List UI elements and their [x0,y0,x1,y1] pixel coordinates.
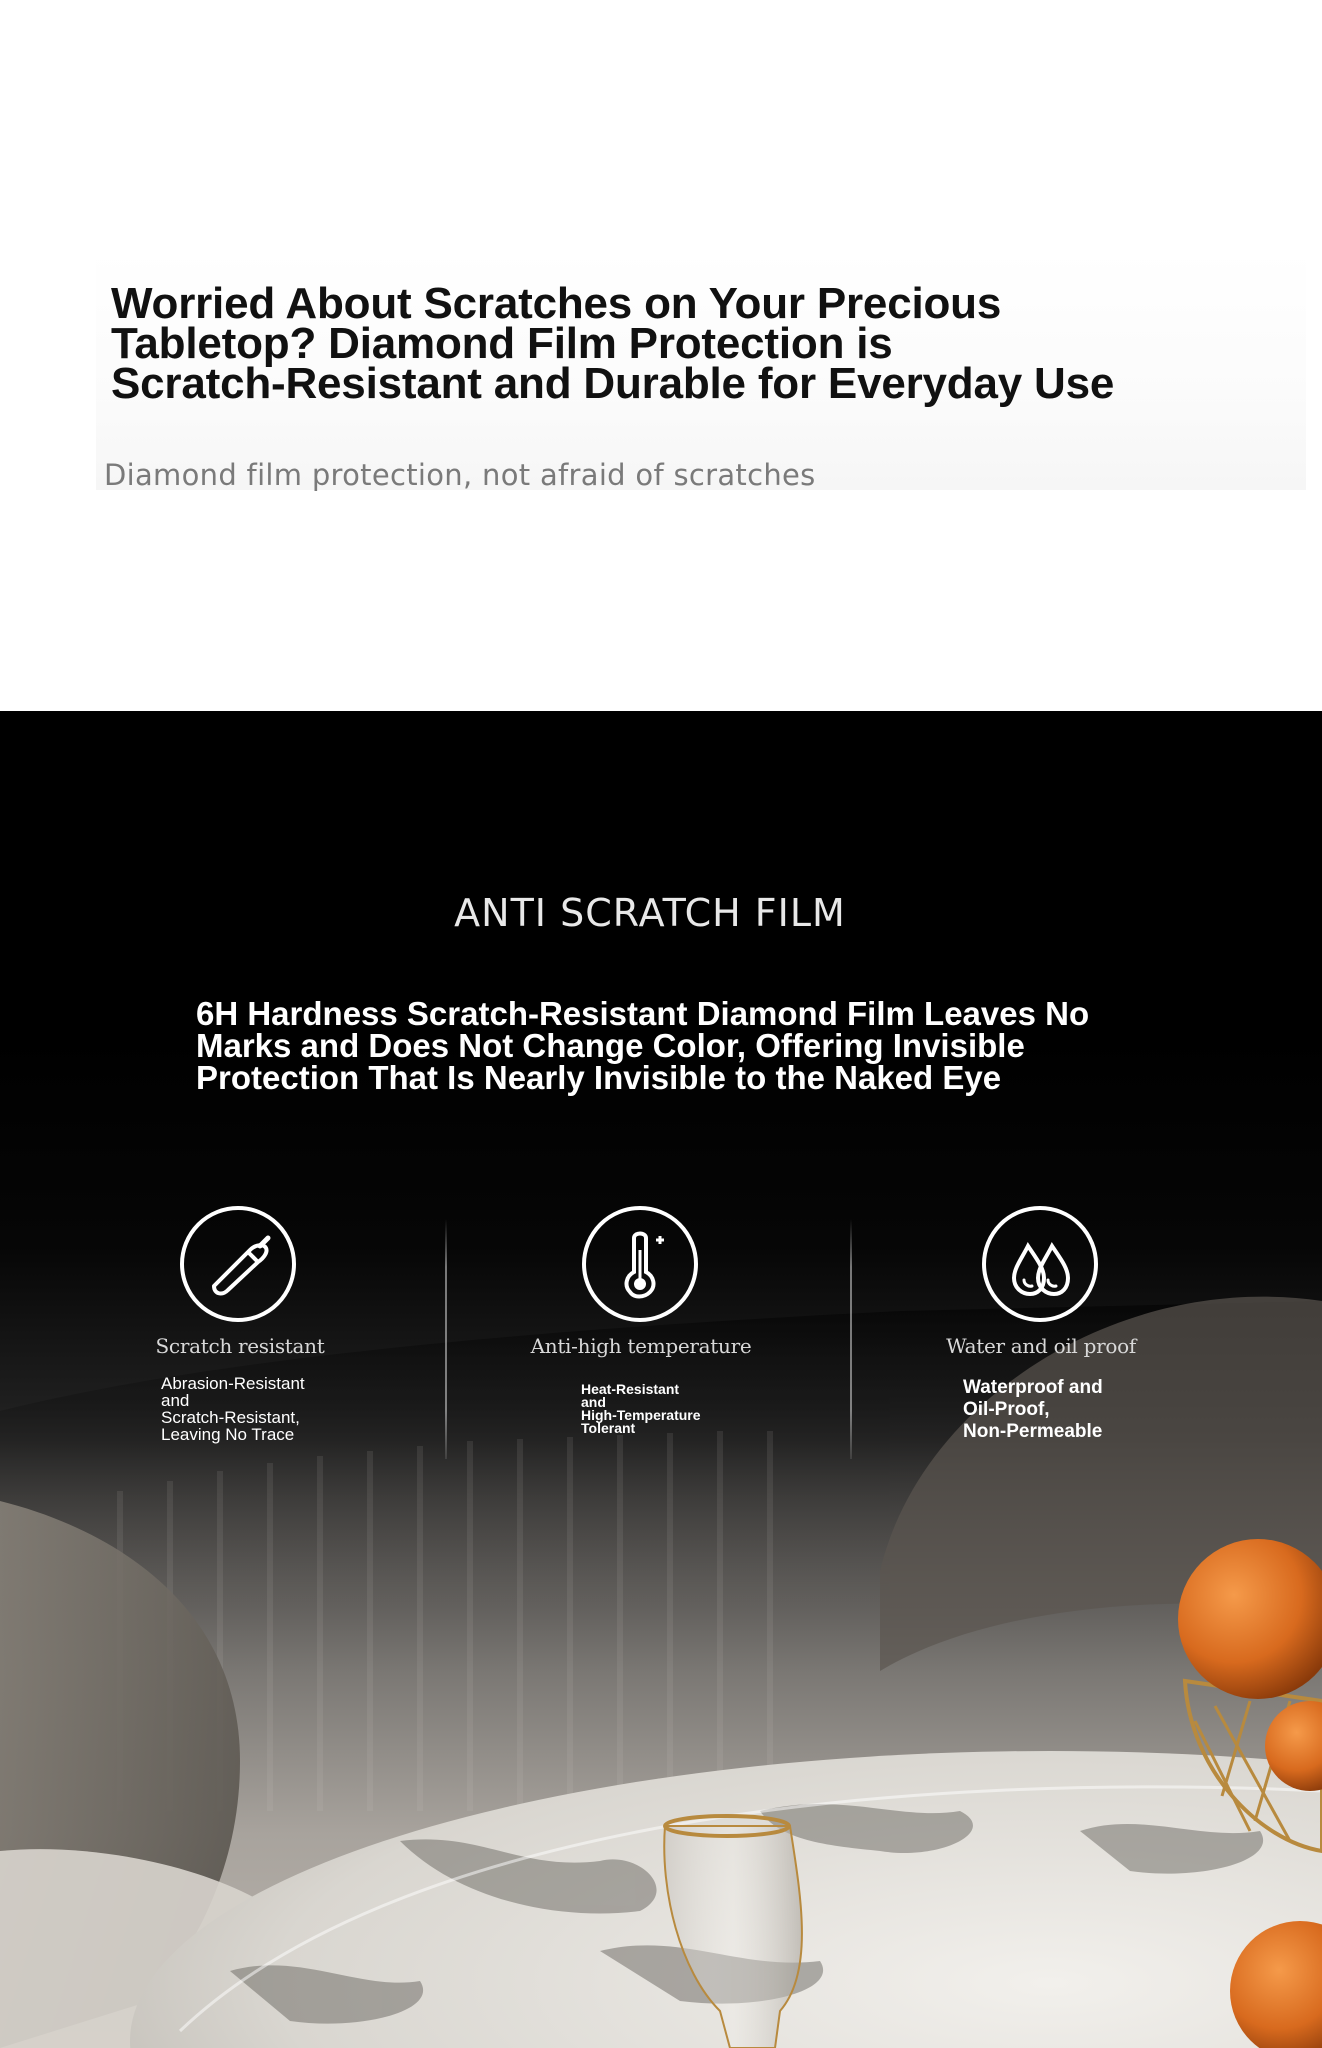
feature-title: Anti-high temperature [530,1334,752,1358]
top-heading: Worried About Scratches on Your Precious Tabletop? Diamond Film Protection is Scratch-Resistant and Durable for Everyday Use [111,279,1115,408]
feature-divider [445,1219,447,1459]
thermometer-icon [582,1206,698,1322]
feature-description: Waterproof and Oil-Proof, Non-Permeable [963,1377,1103,1442]
knife-icon [180,1206,296,1322]
feature-title: Water and oil proof [946,1334,1136,1358]
feature-description: Heat-Resistant and High-Temperature Tolerant [581,1381,701,1436]
feature-divider [850,1219,852,1459]
top-subheading: Diamond film protection, not afraid of scratches [104,458,816,492]
feature-water-and-oil-proof [881,1206,1201,1486]
anti-scratch-section [0,711,1322,2048]
film-title: ANTI SCRATCH FILM [454,891,846,935]
feature-scratch-resistant [80,1206,400,1486]
film-heading: 6H Hardness Scratch-Resistant Diamond Film Leaves No Marks and Does Not Change Color, Offering Invisible Protection That Is Nearly Invisible to the Naked Eye [196,995,1090,1096]
feature-title: Scratch resistant [155,1334,325,1358]
water-drops-icon [982,1206,1098,1322]
feature-description: Abrasion-Resistant and Scratch-Resistant, Leaving No Trace [161,1374,305,1444]
feature-anti-high-temperature [481,1206,801,1486]
top-section [0,0,1322,711]
